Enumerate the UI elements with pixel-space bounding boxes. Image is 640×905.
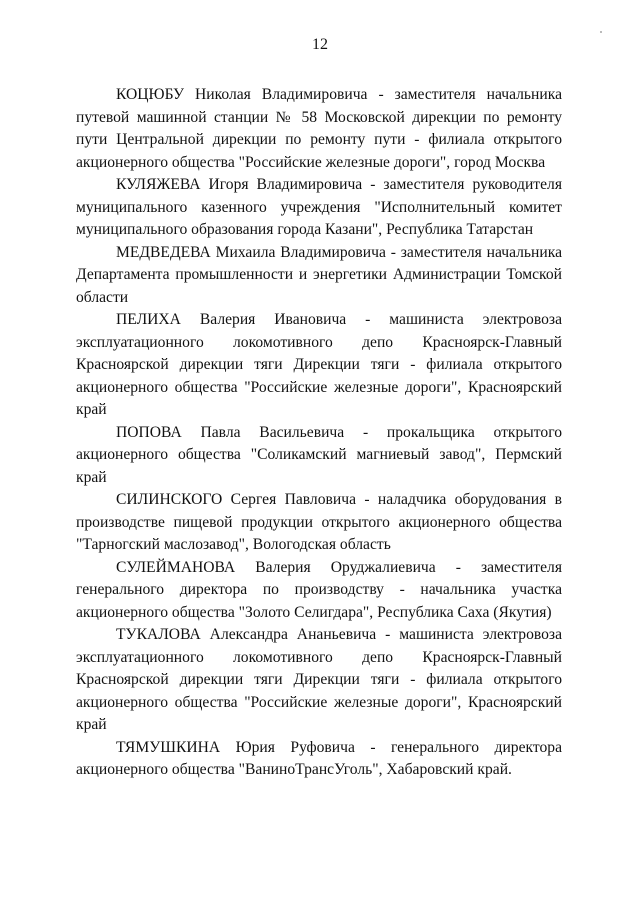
scan-speck bbox=[600, 31, 602, 33]
list-item: ПЕЛИХА Валерия Ивановича - машиниста электровоза эксплуатационного локомотивного депо Красноярск-Главный Красноярской дирекции тяги Дирекции тяги - филиала открытого акционерного общества "Российские железные дороги", Красноярский край bbox=[76, 311, 562, 418]
list-item: ТУКАЛОВА Александра Ананьевича - машиниста электровоза эксплуатационного локомотивного депо Красноярск-Главный Красноярской дирекции тяги Дирекции тяги - филиала открытого акционерного общества "Российские железные дороги", Красноярский край bbox=[76, 626, 562, 733]
list-item: ПОПОВА Павла Васильевича - прокальщика открытого акционерного общества "Соликамский магниевый завод", Пермский край bbox=[76, 423, 562, 486]
list-item: ТЯМУШКИНА Юрия Руфовича - генерального директора акционерного общества "ВаниноТрансУголь", Хабаровский край. bbox=[76, 738, 562, 778]
list-item: СУЛЕЙМАНОВА Валерия Оруджалиевича - заместителя генерального директора по производству - начальника участка акционерного общества "Золото Селигдара", Республика Саха (Якутия) bbox=[76, 558, 562, 621]
page-number: 12 bbox=[312, 36, 328, 53]
list-item: КУЛЯЖЕВА Игоря Владимировича - заместителя руководителя муниципального казенного учреждения "Исполнительный комитет муниципального образования города Казани", Республика Татарстан bbox=[76, 176, 562, 238]
award-list bbox=[76, 84, 562, 782]
list-item: КОЦЮБУ Николая Владимировича - заместителя начальника путевой машинной станции № 58 Московской дирекции по ремонту пути Центральной дирекции по ремонту пути - филиала открытого акционерного общества "Российские железные дороги", город Москва bbox=[76, 86, 562, 171]
list-item: МЕДВЕДЕВА Михаила Владимировича - заместителя начальника Департамента промышленности и энергетики Администрации Томской области bbox=[76, 243, 562, 306]
list-item: СИЛИНСКОГО Сергея Павловича - наладчика оборудования в производстве пищевой продукции открытого акционерного общества "Тарногский маслозавод", Вологодская область bbox=[76, 491, 562, 553]
